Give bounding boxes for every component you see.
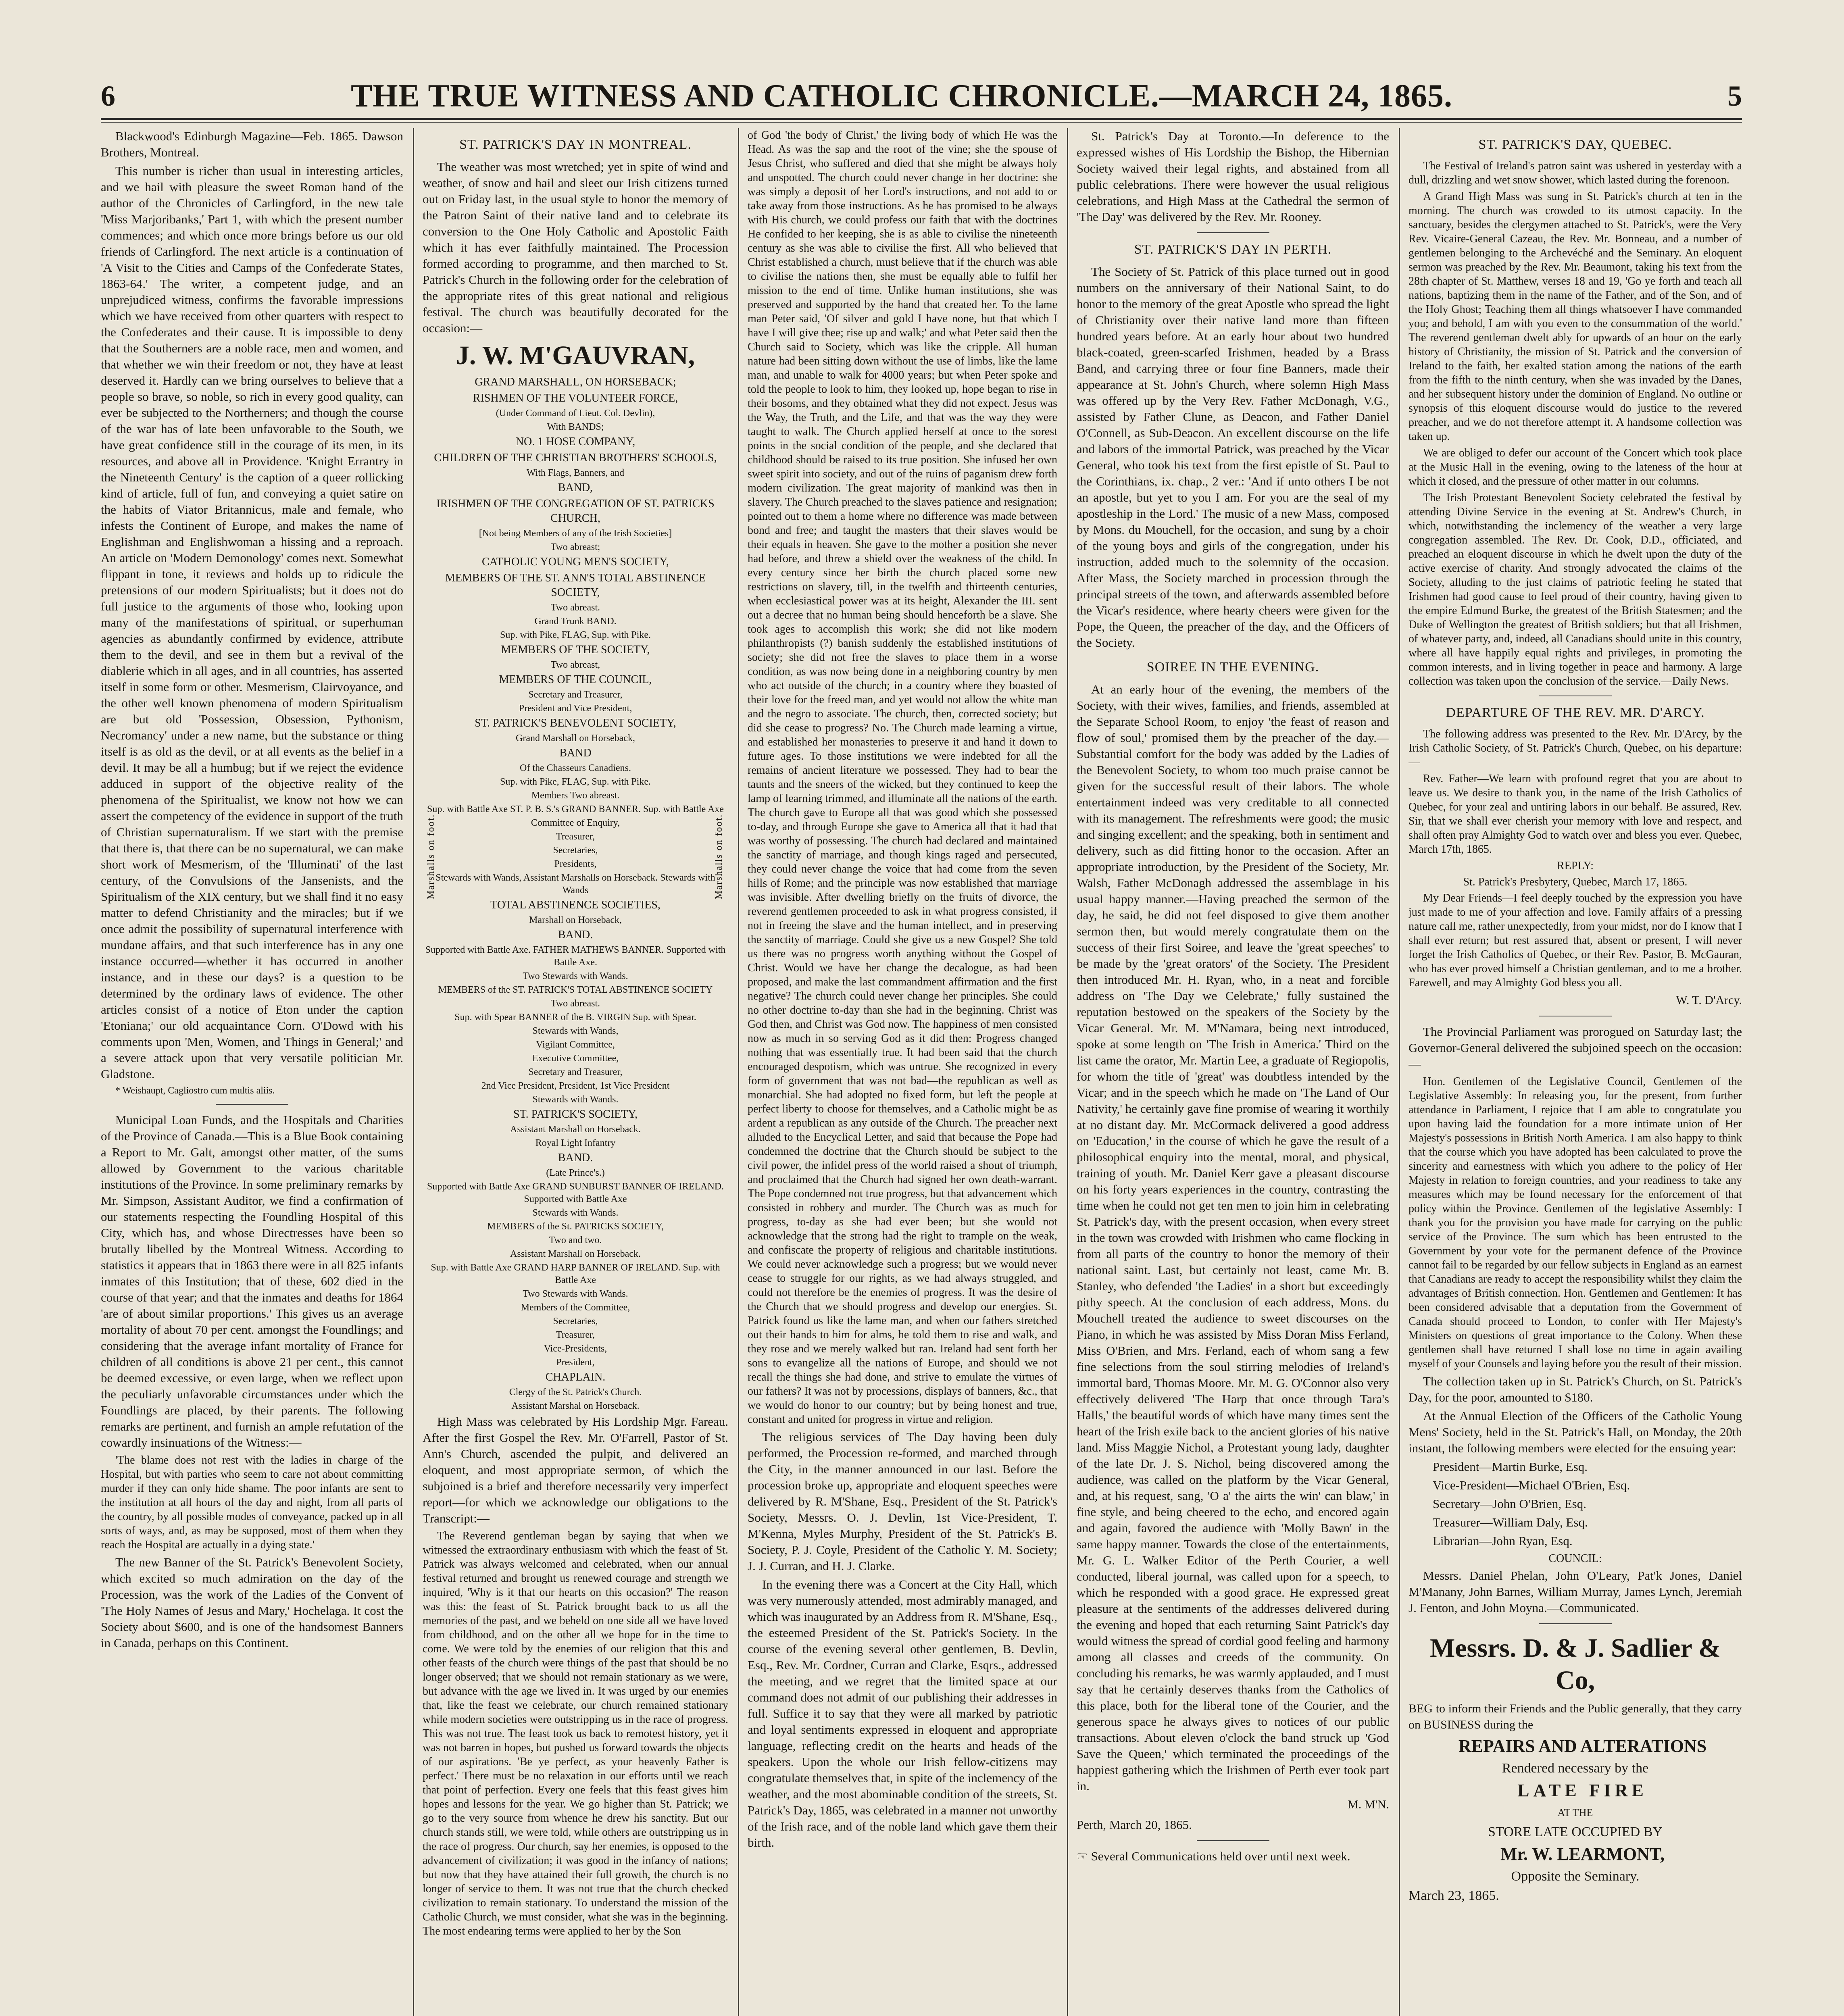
parliament-prorogued: The Provincial Parliament was prorogued on Saturday last; the Governor-General delivered the subjoined speech on the occasion:—: [1409, 1025, 1742, 1071]
procession-order: [423, 375, 728, 1412]
ad-opposite: Opposite the Seminary.: [1511, 1869, 1640, 1884]
darcy-address: Rev. Father—We learn with profound regret that you are about to leave us. We desire to thank you, in the name of the Irish Catholics of Quebec, for your zeal and untiring labors in our behalf. Be assured, Rev. Sir, that we shall ever cherish your memory with love and respect, and shall often pray Almighty God to watch over and bless you ever. Quebec, March 17th, 1865.: [1409, 773, 1742, 856]
procession-order-line: Two abreast;: [550, 542, 600, 552]
procession-order-line: Of the Chasseurs Canadiens.: [520, 763, 631, 773]
masthead-rule-thick: [101, 118, 1742, 120]
evening-concert: In the evening there was a Concert at the City Hall, which was very numerously attended, most admirably managed, and which was inaugurated by an Address from R. M'Shane, Esq., the esteemed President of the St. Patrick's Society. In the course of the evening several other gentlemen, B. Devlin, Esq., Rev. Mr. Cordner, Curran and Clarke, Esqrs., addressed the meeting, and we regret that the limited space at our command does not admit of our publishing their addresses in full. Suffice it to say that they were all marked by patriotic and loyal sentiments expressed in eloquent and appropriate language, reflecting credit on the hearts and heads of the speakers. Upon the whole our Irish fellow-citizens may congratulate themselves that, in spite of the inclemency of the weather, and the most abominable condition of the streets, St. Patrick's Day, 1865, was celebrated in a manner not unworthy of the Irish race, and of the noble land which gave them their birth.: [748, 1577, 1057, 1849]
procession-order-line: President and Vice President,: [519, 703, 632, 714]
article-heading-perth: ST. PATRICK'S DAY IN PERTH.: [1134, 242, 1332, 257]
procession-order-line: [Not being Members of any of the Irish Societies]: [479, 528, 672, 539]
procession-order-line: MEMBERS OF THE ST. ANN'S TOTAL ABSTINENCE SOCIETY,: [445, 572, 706, 599]
sermon-report: The Reverend gentleman began by saying that when we witnessed the extraordinary enthusiasm with which the feast of St. Patrick was always welcomed and celebrated, when our annual festival returned and brought us renewed courage and strength we inquired, 'Why is it that our hearts on this occasion?' The reason was this: the feast of St. Patrick brought back to us all the memories of the past, and we beheld on one side all we have loved from childhood, and on the other all we hope for in the time to come. We were told by the enemies of our religion that this and other feasts of the church were things of the past that should be no longer observed; that we should not remain stationary as we were, but advance with the age we lived in. It was urged by our enemies that, like the feast we celebrate, our church remained stationary while modern societies were outstripping us in the race of progress. This was not true. The feast took us back to remotest history, yet it was not barren in hopes, but pushed us forward towards the objects of our aspirations. 'Be ye perfect, as your heavenly Father is perfect.' There must be no relaxation in our efforts until we reach that point of perfection. Every one feels that this feast gives him hopes and lessons for the year. We go higher than St. Patrick; we go to the very source from whence he drew his sanctity. But our church stands still, we were told, while others are outstripping us in the race of progress. Our church, say her enemies, is opposed to the advancement of civilization; it was good in the infancy of nations; but now that they have attained their full growth, the church is no longer of service to them. It was not true that the church checked civilization to remain stationary. To understand the mission of the Catholic Church, we must consider, what she was in the beginning. The most endearing terms were applied to her by the Son: [423, 1530, 728, 1937]
ad-at-the: AT THE: [1557, 1807, 1593, 1818]
ad-repairs: REPAIRS AND ALTERATIONS: [1458, 1736, 1707, 1756]
procession-speeches: The religious services of The Day having been duly performed, the Procession re-formed, and marched through the City, in the manner announced in our last. Before the procession broke up, appropriate and eloquent speeches were delivered by R. M'Shane, Esq., President of the St. Patrick's Society, Messrs. O. J. Devlin, 1st Vice-President, T. M'Kenna, Myles Murphy, President of the St. Patrick's B. Society, P. J. Coyle, President of the Catholic Y. M. Society; J. J. Curran, and H. J. Clarke.: [748, 1430, 1057, 1573]
procession-order-line: 2nd Vice President, President, 1st Vice President: [481, 1081, 670, 1091]
procession-order-line: With Flags, Banners, and: [526, 468, 625, 478]
column-2: [423, 128, 728, 2016]
collection-notice: The collection taken up in St. Patrick's Church, on St. Patrick's Day, for the poor, amounted to $180.: [1409, 1374, 1742, 1404]
masthead-title: THE TRUE WITNESS AND CATHOLIC CHRONICLE.—MARCH 24, 1865.: [351, 78, 1452, 114]
procession-order-line: CHAPLAIN.: [545, 1371, 606, 1383]
column-divider: [1399, 128, 1400, 2016]
procession-order-line: Two Stewards with Wands.: [523, 971, 628, 981]
procession-order-line: (Under Command of Lieut. Col. Devlin),: [496, 408, 655, 419]
procession-order-line: BAND: [559, 747, 592, 759]
procession-order-line: NO. 1 HOSE COMPANY,: [515, 435, 636, 448]
reply-text: My Dear Friends—I feel deeply touched by the expression you have just made to me of your affection and love. Family affairs of a pressing nature call me, rather unexpectedly, from your midst, nor do I know that I shall ever return; but rest assured that, absent or present, I will never forget the Irish Catholics of Quebec, or their Rev. Pastor, B. McGauran, who has ever proved himself a Christian gentleman, and to me a brother. Farewell, and may Almighty God bless you all.: [1409, 892, 1742, 989]
officer-line: Librarian—John Ryan, Esq.: [1433, 1534, 1573, 1548]
banner-notice: The new Banner of the St. Patrick's Benevolent Society, which excited so much admiration on the day of the Procession, was the work of the Ladies of the Convent of 'The Holy Names of Jesus and Mary,' Hochelaga. It cost the Society about $600, and is one of the handsomest Banners in Canada, perhaps on this Continent.: [101, 1555, 403, 1650]
procession-order-line: CATHOLIC YOUNG MEN'S SOCIETY,: [482, 556, 669, 568]
procession-order-line: TOTAL ABSTINENCE SOCIETIES,: [490, 899, 661, 911]
procession-order-line: MEMBERS of the St. PATRICKS SOCIETY,: [487, 1221, 664, 1232]
procession-order-line: Grand Marshall on Horseback,: [516, 733, 635, 744]
sermon-report-continued: of God 'the body of Christ,' the living body of which He was the Head. As was the sap and the root of the vine; she the spouse of Jesus Christ, who suffered and died that she might be always holy and unspotted. The church could never change in her doctrine: she was simply a deposit of her Lord's instructions, and not add to or take away from those instructions. As he has promised to be always with His church, we could profess our faith that with the doctrines He confided to her keeping, she is as able to civilise the nineteenth century as she was able to civilise the first. All who believed that Christ established a church, must believe that if the church was able to civilise the nations then, she must be equally able to fulfil her mission to the end of time. Unlike human institutions, she was preserved and supported by the hand that created her. To the lame man Peter said, 'Of silver and gold I have none, but that which I have I will give thee; rise up and walk;' and what Peter said then the Church said to Society, which was like the cripple. All human nature had been sitting down without the use of limbs, like the lame man, and unable to walk for 4000 years; but when Peter spoke and told the people to look to him, they looked up, hope began to rise in their bosoms, and they obtained what they did not expect. Jesus was the Way, the Truth, and the Life, and that was the way they were taught to walk. The Church applied herself at once to the sorest points in the social condition of the people, and she declared that childhood should be raised to its true position. She infused her own sweet spirit into society, and out of the ruins of paganism drew forth modern civilization. The great majority of mankind was then in slavery. The Church preached to the slaves patience and resignation; pointed out to them a home where no difference was made between bond and free; and taught the masters that their slaves would be their equals in heaven. She gave to the mother a position she never had before, and threw a shield over the weakness of the child. In every century since her birth the church placed some new restrictions on slavery, till, in the twelfth and thirteenth centuries, when ecclesiastical power was at its height, Alexander the III. sent out a decree that no human being should henceforth be a slave. She took ages to accomplish this work; she did not like modern philanthropists (?) banish suddenly the established institutions of society; she did not free the slaves to place them in a worse condition, as was now being done in a neighboring country by men who act outside of the church; in a country where they boasted of their love for the freed man, and yet would not allow the white man and the negro to associate. The church, then, corrected society; but did she cease to progress? No. The Church made learning a virtue, and established her monasteries to preserve it and hand it down to future ages. To those institutions we were indebted for all the remains of ancient literature we possessed. They had to bear the taunts and the sneers of the wicked, but they continued to keep the lamp of learning trimmed, and illuminate all the nations of the earth. The church gave to Europe all that was good which she possessed to-day, and through Europe she gave to America all that it had that was worthy of possessing. The church had declared and maintained the sanctity of marriage, and though kings raged and persecuted, they could never change the voice that had come from the seven hills of Rome; and the principle was now established that marriage was invisible. After dwelling briefly on the fruits of divorce, the reverend gentlemen proceeded to ask in what progress consisted, if not in freeing the slave and the human intellect, and in preserving the sanctity of marriage. Could she give us a new Gospel? She told us there was no progress worth anything without the Gospel of Christ. Would we have her change the decalogue, as had been proposed, and make the last commandment affirmation and the first negative? The church could never change her principles. She could no other doctrine to-day than she had in the beginning. Christ was God then, and Christ was God now. The happiness of men consisted now as much in so serving God as it did then: Progress changed nothing that was essentially true. It had been said that the church encouraged despotism, which was untrue. She recognized in every form of government that was not bad—the republican as well as monarchial. She had adopted no fixed form, but left the people at perfect liberty to choose for themselves, and a Catholic might be as ardent a republican as any outside of the Church. The preacher next alluded to the Encyclical Letter, and said that because the Pope had condemned the doctrine that the Church should be subject to the civil power, the infidel press of the world raised a shout of triumph, and proclaimed that the Church had signed her own death-warrant. The Pope condemned not true progress, but that advancement which consisted in robbery and murder. The Church was as much for progress, to-day as she had ever been; but she would not acknowledge that the strong had the right to trample on the weak, and confiscate the property of religious and charitable institutions. We could never acknowledge such a progress; but we would never cease to struggle for our rights, as we had always struggled, and could not therefore be the enemies of progress. It was the desire of the Church that we should progress and develop our energies. St. Patrick found us like the lame man, and when our fathers stretched out their hands to him for alms, he told them to rise and walk, and they rose and we merely walked but ran. Ireland had sent forth her sons to evangelize all the nations of Europe, and should we not recall the things she had done, and strive to emulate the virtues of our fathers? It was not by processions, displays of banners, &c., that we would do honor to our country; but by being honest and true, constant and united for progress in virtue and religion.: [748, 129, 1057, 1426]
procession-order-line: Secretaries,: [553, 845, 598, 856]
column-divider: [738, 128, 739, 2016]
dateline: Perth, March 20, 1865.: [1077, 1818, 1192, 1832]
procession-order-line: CHILDREN OF THE CHRISTIAN BROTHERS' SCHOOLS,: [434, 452, 717, 464]
procession-order-line: Royal Light Infantry: [535, 1138, 616, 1148]
procession-order-line: Members Two abreast.: [531, 790, 620, 801]
ad-rendered: Rendered necessary by the: [1502, 1761, 1649, 1776]
municipal-loan-article: Municipal Loan Funds, and the Hospitals and Charities of the Province of Canada.—This is a Blue Book containing a Report to Mr. Galt, amongst other matter, of the sums allowed by Government to the various charitable institutions of the Province. In some preliminary remarks by Mr. Simpson, Assistant Auditor, we find a confirmation of our statements respecting the Foundling Hospital of this City, which has, and whose Directresses have been so brutally libelled by the Montreal Witness. According to statistics it appears that in 1863 there were in all 825 infants inmates of this Institution; that of these, 602 died in the course of that year; and that the inmates and deaths for 1864 'are of about similar proportions.' This gives us an average mortality of about 70 per cent. amongst the Foundlings; and considering that the average infant mortality of France for children of all conditions is above 21 per cent., this cannot be deemed excessive, or even large, when we reflect upon the peculiarly unfavorable circumstances under which the Foundlings are placed, by their parents. The following remarks are pertinent, and furnish an ample refutation of the cowardly insinuations of the Witness:—: [101, 1113, 403, 1450]
ad-text: BEG to inform their Friends and the Public generally, that they carry on BUSINESS during the: [1409, 1702, 1742, 1731]
column-5: [1409, 128, 1742, 2016]
procession-order-line: Sup. with Battle Axe ST. P. B. S.'s GRAND BANNER. Sup. with Battle Axe: [427, 804, 724, 814]
procession-order-line: MEMBERS OF THE SOCIETY,: [501, 644, 650, 656]
procession-order-line: Stewards with Wands.: [532, 1208, 619, 1218]
procession-order-line: Two Stewards with Wands.: [523, 1289, 628, 1299]
signature: M. M'N.: [1348, 1798, 1389, 1811]
ad-name: Mr. W. LEARMONT,: [1500, 1844, 1665, 1864]
procession-order-line: Stewards with Wands, Assistant Marshalls on Horseback. Stewards with Wands: [435, 873, 715, 896]
procession-order-line: Sup. with Battle Axe GRAND HARP BANNER OF IRELAND. Sup. with Battle Axe: [431, 1262, 720, 1285]
election-notice: At the Annual Election of the Officers of the Catholic Young Mens' Society, held in the St. Patrick's Hall, on Monday, the 20th instant, the following members were elected for the ensuing year:: [1409, 1409, 1742, 1455]
ad-late-fire: LATE FIRE: [1517, 1781, 1648, 1800]
column-4: [1077, 128, 1389, 2016]
procession-order-line: Two and two.: [549, 1235, 602, 1245]
separator: [1197, 1840, 1269, 1841]
procession-order-line: RISHMEN OF THE VOLUNTEER FORCE,: [473, 392, 678, 404]
procession-order-line: Two abreast,: [550, 660, 600, 670]
masthead: [101, 77, 1742, 113]
procession-order-line: Secretary and Treasurer,: [528, 689, 623, 700]
procession-order-line: Marshall on Horseback,: [529, 915, 622, 925]
procession-order-line: Assistant Marshal on Horseback.: [511, 1401, 640, 1411]
procession-order-line: Vice-Presidents,: [544, 1343, 607, 1354]
review-blackwoods-header: Blackwood's Edinburgh Magazine—Feb. 1865. Dawson Brothers, Montreal.: [101, 129, 403, 159]
page-number-right: 5: [1727, 80, 1742, 112]
procession-order-line: Two abreast.: [550, 602, 600, 613]
column-3: [748, 128, 1057, 2016]
procession-order-line: MEMBERS of the ST. PATRICK'S TOTAL ABSTINENCE SOCIETY: [438, 985, 713, 995]
procession-order-line: Secretaries,: [553, 1316, 598, 1327]
quoted-remarks: 'The blame does not rest with the ladies in charge of the Hospital, but with parties who seem to care not about committing murder if they can only hide shame. The poor infants are sent to the institution at all hours of the day and night, from all parts of the country, by all possible modes of conveyance, packed up in all sorts of ways, and, as may be supposed, most of them when they reach the Hospital are actually in a dying state.': [101, 1454, 403, 1551]
reply-place: St. Patrick's Presbytery, Quebec, March 17, 1865.: [1463, 876, 1688, 888]
darcy-signature: W. T. D'Arcy.: [1676, 993, 1742, 1007]
masthead-rule-thin: [101, 122, 1742, 123]
council-members: Messrs. Daniel Phelan, John O'Leary, Pat'k Jones, Daniel M'Manany, John Barnes, William Murray, James Lynch, Jeremiah J. Fenton, and John Moyna.—Communicated.: [1409, 1568, 1742, 1615]
quebec-p2: A Grand High Mass was sung in St. Patrick's church at ten in the morning. The church was crowded to its utmost capacity. In the sanctuary, besides the clergymen attached to St. Patrick's, were the Very Rev. Vicaire-General Cazeau, the Rev. Mr. Bonneau, and a number of gentlemen belonging to the Archevéché and the Seminary. An eloquent sermon was preached by the Rev. Mr. Beaumont, taking his text from the 28th chapter of St. Matthew, verses 18 and 19, 'Go ye forth and teach all nations, baptizing them in the name of the Father, and of the Son, and of the Holy Ghost; Teaching them all things whatsoever I have commanded you; and behold, I am with you even to the consummation of the world.' The reverend gentleman dwelt ably for upwards of an hour on the early history of Christianity, the mission of St. Patrick and the conversion of Ireland to the faith, her exalted station among the nations of the earth from the fifth to the ninth century, when she was invaded by the Danes, and her subsequent history under the dominion of England. No outline or synopsis of this eloquent discourse would do justice to the revered preacher, and we do not therefore attempt it. A handsome collection was taken up.: [1409, 190, 1742, 443]
procession-order-line: MEMBERS OF THE COUNCIL,: [499, 673, 652, 686]
soiree-paragraph: At an early hour of the evening, the members of the Society, with their wives, families, and friends, assembled at the Separate School Room, to enjoy 'the feast of reason and flow of soul,' promised them by the preacher of the day.—Substantial comfort for the body was added by the Ladies of the Benevolent Society, to whom too much praise cannot be given for the successful result of their labors. The whole entertainment indeed was very creditable to all connected with its management. The refreshments were good; the music and singing excellent; and the speaking, both in sentiment and delivery, such as did fitting honor to the occasion. After an appropriate introduction, by the President of the Society, Mr. Walsh, Father McDonagh addressed the assemblage in his usual happy manner.—Having preached the sermon of the day, he said, he did not feel disposed to give them another sermon then, but would merely congratulate them on the success of their first Soiree, and leave the 'great speeches' to be made by the 'great orators' of the Society. The President then introduced Mr. H. Ryan, who, in a neat and forcible address on 'The Day we Celebrate,' fully sustained the reputation bestowed on the speakers of the Society by the Vicar General. Mr. M. M'Namara, being next introduced, spoke at some length on 'The Irish in America.' Third on the list came the orator, Mr. Martin Lee, a graduate of Regiopolis, for whom the title of 'great' was doubtless intended by the Vicar; and in the speech which he made on 'The Land of Our Nativity,' he certainly gave fine promise of wearing it worthily at no distant day. Mr. McCormack delivered a good address on 'Education,' in the course of which he gave the result of a philosophical enquiry into the mental, moral, and physical, training of youth. Mr. Daniel Kerr gave a pleasant discourse on his forty years experiences in the country, contrasting the time when he could not get ten men to join him in celebrating St. Patrick's day, with the present occasion, when every street in the town was crowded with Irishmen who came flocking in from all parts of the country to honor the memory of their national saint. Last, but certainly not least, came Mr. B. Stanley, who defended 'the Ladies' in a short but exceedingly pithy speech. At the conclusion of each address, Mons. du Mouchell treated the audience to sweet discourses on the Piano, in which he was assisted by Miss Doran Miss Ferland, Miss O'Brien, and Mrs. Ferland, each of whom sang a few fine selections from the soul stirring melodies of Ireland's immortal bard, Thomas Moore. Mr. M. G. O'Connor also very effectively delivered 'The Harp that once through Tara's Halls,' the beautiful words of which have many times sent the heart of the Irish exile back to the ancient glories of his native land. Miss Maggie Nichol, a Protestant young lady, daughter of the late Dr. J. S. Nichol, being discovered among the audience, was called on the platform by the Vicar General, and, at his request, sang, 'O a' the airts the win' can blaw,' in fine style, and being cheered to the echo, and encored again and again, favored the audience with 'Molly Bawn' in the same happy manner. Towards the close of the entertainments, Mr. G. L. Walker Editor of the Perth Courier, a well conducted, liberal journal, was called upon for a speech, to which he responded with a good grace. He expressed great pleasure at the sentiments of the addresses delivered during the evening and hoped that each returning Saint Patrick's day would witness the spread of cordial good feeling and harmony among all classes and creeds of the community. On concluding his remarks, he was warmly applauded, and I must say that he certainly deserves thanks from the Catholics of this place, both for the liberal tone of the Courier, and the generous space he always gives to notices of our public transactions. About eleven o'clock the band struck up 'God Save the Queen,' which terminated the proceedings of the happiest gathering which the Irishmen of Perth ever took part in.: [1077, 682, 1389, 1793]
column-1: [101, 128, 403, 2016]
procession-order-line: Supported with Battle Axe GRAND SUNBURST BANNER OF IRELAND. Supported with Battle Axe: [427, 1181, 724, 1204]
procession-order-line: Clergy of the St. Patrick's Church.: [509, 1387, 642, 1397]
procession-order-line: Secretary and Treasurer,: [528, 1067, 623, 1077]
officer-line: Vice-President—Michael O'Brien, Esq.: [1433, 1478, 1630, 1492]
article-heading-quebec: ST. PATRICK'S DAY, QUEBEC.: [1478, 137, 1672, 152]
procession-order-line: Supported with Battle Axe. FATHER MATHEWS BANNER. Supported with Battle Axe.: [425, 945, 726, 968]
advertisement-sadlier: [1409, 1632, 1742, 1905]
darcy-intro: The following address was presented to the Rev. Mr. D'Arcy, by the Irish Catholic Society, of St. Patrick's Church, Quebec, on his departure:—: [1409, 728, 1742, 768]
marshalls-on-foot-label: Marshalls on foot.: [426, 814, 436, 899]
procession-order-line: (Late Prince's.): [546, 1168, 605, 1178]
toronto-notice: St. Patrick's Day at Toronto.—In deference to the expressed wishes of His Lordship the Bishop, the Hibernian Society waived their legal rights, and abstained from all public celebrations. There were however the usual religious celebrations, and High Mass at the Cathedral the sermon of 'The Day' was delivered by the Rev. Mr. Rooney.: [1077, 129, 1389, 224]
procession-order-line: Grand Trunk BAND.: [534, 616, 617, 627]
procession-order-line: BAND.: [558, 929, 593, 941]
ad-store: STORE LATE OCCUPIED BY: [1488, 1824, 1663, 1839]
procession-order-line: IRISHMEN OF THE CONGREGATION OF ST. PATRICKS CHURCH,: [436, 498, 715, 525]
procession-order-line: Sup. with Spear BANNER of the B. VIRGIN Sup. with Spear.: [454, 1012, 696, 1023]
column-divider: [413, 128, 414, 2016]
ad-date: March 23, 1865.: [1409, 1888, 1499, 1903]
procession-order-line: GRAND MARSHALL, ON HORSEBACK;: [475, 376, 676, 388]
separator: [1197, 232, 1269, 233]
officers-list: [1409, 1459, 1742, 1549]
procession-order-line: Assistant Marshall on Horseback.: [510, 1249, 641, 1259]
procession-order-line: ST. PATRICK'S BENEVOLENT SOCIETY,: [475, 717, 676, 729]
procession-order-line: BAND.: [558, 1152, 593, 1164]
procession-order-line: Vigilant Committee,: [536, 1039, 615, 1050]
marshalls-on-foot-label: Marshalls on foot.: [714, 814, 724, 899]
review-blackwoods-body: This number is richer than usual in interesting articles, and we hail with pleasure the sweet Roman hand of the author of the Chronicles of Carlingford, in the new tale 'Miss Marjoribanks,' Part 1, with which the present number commences; and which once more brings before us our old friends of Carlingford. The next article is a continuation of 'A Visit to the Cities and Camps of the Confederate States, 1863-64.' The writer, a competent judge, and an unprejudiced witness, confirms the favorable impressions which we have received from other quarters with respect to the Confederates and their cause. It is impossible to deny that the Southerners are a noble race, men and women, and that whether we win their freedom or not, they have at least deserved it. Hardly can we bring ourselves to believe that a people so brave, so noble, so rich in every good quality, can ever be subjected to the Northerners; and though the course of the war has of late been unfavorable to the South, we have great confidence still in the courage of its men, in its resources, and above all in Providence. 'Knight Errantry in the Nineteenth Century' is the caption of a queer rollicking kind of article, full of fun, and conveying a quiet satire on the habits of Viator Britannicus, male and female, who infests the Continent of Europe, and makes the name of Englishman and Englishwoman a hissing and a reproach. An article on 'Modern Demonology' comes next. Somewhat flippant in tone, it reviews and holds up to ridicule the pretensions of our modern Spiritualists; but it does not do full justice to the arguments of those who, looking upon many of the manifestations of spiritual, or superhuman agencies as abundantly confirmed by evidence, attribute them to the devil, and see in them but a revival of the diablerie which in all ages, and in all countries, has asserted itself in some form or other. Mesmerism, Clairvoyance, and the other well known phenomena of modern Spiritualism are but old 'Possession, Obsession, Pythonism, Necromancy' under a new name, but the substance or thing itself is as old as the devil, or at all events as the belief in a devil. It may be all a humbug; but if we reject the evidence adduced in support of the objective reality of the phenomena of the Spiritualist, we know not how we can assert the competency of the evidence in support of the truth of Christian supernaturalism. If we start with the premise that there is, that there can be no supernatural, we can make short work of Mesmerism, of the 'Illuminati' of the last century, of the Convulsions of the Jansenists, and the Spiritualism of the XIX century, but we shall find it no easy matter to defend Christianity and the miracles; but if we once admit the possibility of supernatural interference with mundane affairs, and that such interference has in any one instance occurred—whether it has occurred in another instance, and in these our days? is a question to be determined by the ordinary laws of evidence. The other articles consist of a notice of Eton under the caption 'Etoniana;' our old acquaintance Corn. O'Dowd with his comments upon 'Men, Women, and Things in General;' and a severe attack upon that very versatile politician Mr. Gladstone.: [101, 164, 403, 1081]
procession-order-line: Executive Committee,: [532, 1053, 619, 1064]
separator: [216, 1104, 288, 1105]
procession-order-line: Stewards with Wands,: [532, 1026, 619, 1036]
article-heading-darcy: DEPARTURE OF THE REV. MR. D'ARCY.: [1446, 705, 1705, 720]
soiree-heading: SOIREE IN THE EVENING.: [1146, 660, 1319, 675]
quebec-p4: The Irish Protestant Benevolent Society celebrated the festival by attending Divine Service in the evening at St. Andrew's Church, in which, notwithstanding the inclemency of the weather a very large congregation assembled. The Rev. Dr. Cook, D.D., officiated, and preached an eloquent discourse in which he dwelt upon the duty of the active exercise of charity. And strongly advocated the claims of the Society, alluding to the just claims of patriotic feeling he stated that Irishmen had good cause to feel proud of their country, having given to the empire Edmund Burke, the greatest of the British Statesmen; and the Duke of Wellington the greatest of British soldiers; but that all Irishmen, of whatever party, and, indeed, all Canadians should unite in this country, where all have happily equal rights and privileges, in promoting the common interests, and in living together in peace and harmony. A large collection was taken upon the conclusion of the service.—Daily News.: [1409, 492, 1742, 687]
footnote: * Weishaupt, Cagliostro cum multis aliis.: [115, 1085, 275, 1096]
perth-paragraph: The Society of St. Patrick of this place turned out in good numbers on the anniversary of their National Saint, to do honor to the memory of the great Apostle who spread the light of Christianity over their native land more than fifteen hundred years before. At an early hour about two hundred black-coated, green-scarfed Irishmen, headed by a Brass Band, and carrying three or four fine Banners, made their appearance at St. John's Church, where solemn High Mass was offered up by the Very Rev. Father McDonagh, V.G., assisted by Father Clune, as Deacon, and Father Daniel O'Connell, as Sub-Deacon. An excellent discourse on the life and labors of the immortal Patrick, was preached by the Vicar General, who took his text from the first epistle of St. Paul to the Corinthians, ix. chap., 2 ver.: 'And if unto others I be not an apostle, but yet to you I am. For you are the seal of my apostleship in the Lord.' The music of a new Mass, composed by Mons. du Mouchell, for the occasion, and sung by a choir of the young boys and girls of the congregation, under his instruction, added much to the solemnity of the occasion. After Mass, the Society marched in procession through the principal streets of the town, and afterwards assembled before the Vicar's residence, where hearty cheers were given for the Pope, the Queen, the preacher of the day, and the Officers of the Society.: [1077, 264, 1389, 650]
separator: [1539, 1623, 1612, 1624]
procession-order-line: Presidents,: [554, 859, 597, 869]
officer-line: Secretary—John O'Brien, Esq.: [1433, 1497, 1586, 1511]
procession-order-line: Members of the Committee,: [521, 1302, 630, 1313]
procession-order-line: ST. PATRICK'S SOCIETY,: [513, 1108, 638, 1120]
procession-order-line: Treasurer,: [556, 1330, 595, 1340]
column-divider: [1067, 128, 1068, 2016]
grand-marshal-name: J. W. M'GAUVRAN,: [456, 341, 695, 370]
procession-order-line: With BANDS;: [547, 422, 604, 432]
procession-order-line: Sup. with Pike, FLAG, Sup. with Pike.: [500, 630, 651, 640]
communications-note: ☞ Several Communications held over until next week.: [1077, 1849, 1350, 1863]
officer-line: Treasurer—William Daly, Esq.: [1433, 1515, 1588, 1529]
page-number-left: 6: [101, 80, 115, 112]
procession-order-line: BAND,: [558, 481, 593, 494]
procession-order-line: Stewards with Wands.: [532, 1094, 619, 1105]
procession-order-line: Treasurer,: [556, 831, 595, 842]
procession-order-line: Assistant Marshall on Horseback.: [510, 1124, 641, 1135]
procession-order-line: Sup. with Pike, FLAG, Sup. with Pike.: [500, 777, 651, 787]
procession-order-line: Committee of Enquiry,: [531, 818, 620, 828]
quebec-p1: The Festival of Ireland's patron saint was ushered in yesterday with a dull, drizzling and wet snow shower, which lasted during the forenoon.: [1409, 160, 1742, 186]
procession-order-line: Two abreast.: [550, 998, 600, 1009]
high-mass-paragraph: High Mass was celebrated by His Lordship Mgr. Fareau. After the first Gospel the Rev. Mr. O'Farrell, Pastor of St. Ann's Church, ascended the pulpit, and delivered an eloquent, and most appropriate sermon, of which the subjoined is a brief and therefore necessarily very imperfect report—for which we acknowledge our obligations to the Transcript:—: [423, 1414, 728, 1525]
montreal-intro: The weather was most wretched; yet in spite of wind and weather, of snow and hail and sleet our Irish citizens turned out on Friday last, in the usual style to honor the memory of the Patron Saint of their native land and to celebrate its conversion to the One Holy Catholic and Apostolic Faith which it has ever faithfully maintained. The Procession formed according to programme, and then marched to St. Patrick's Church in the following order for the celebration of the appropriate rites of this great national and religious festival. The church was beautifully decorated for the occasion:—: [423, 160, 728, 335]
officer-line: President—Martin Burke, Esq.: [1433, 1460, 1588, 1474]
ad-title: Messrs. D. & J. Sadlier & Co,: [1429, 1633, 1721, 1695]
governor-speech: Hon. Gentlemen of the Legislative Council, Gentlemen of the Legislative Assembly: In releasing you, for the present, from further attendance in Parliament, I rejoice that I am able to congratulate you upon having laid the foundation for a more intimate union of Her Majesty's possessions in British North America. I am also happy to think that the course which you have adopted has been calculated to prove the sincerity and earnestness with which you adhere to the policy of Her Majesty in relation to foreign countries, and your readiness to take any measures which may be found necessary for the enforcement of that policy within the Province. Gentlemen of the legislative Assembly: I thank you for the provision you have made for carrying on the public service of the Province. The sum which has been entrusted to the Government by your vote for the permanent defence of the Province cannot fail to be regarded by our fellow subjects in England as an earnest that Canadians are ready to accept the responsibility whilst they claim the advantages of British connection. Hon. Gentlemen and Gentlemen: It has been considered advisable that a deputation from the Government of Canada should proceed to London, to confer with Her Majesty's Ministers on questions of great importance to the Colony. When these gentlemen shall have returned I shall lose no time in again availing myself of your Counsels and laying before you the result of their mission.: [1409, 1075, 1742, 1370]
procession-order-line: President,: [556, 1357, 595, 1368]
reply-label: REPLY:: [1556, 860, 1594, 872]
article-heading-montreal: ST. PATRICK'S DAY IN MONTREAL.: [459, 137, 692, 152]
quebec-p3: We are obliged to defer our account of the Concert which took place at the Music Hall in the evening, owing to the lateness of the hour at which it closed, and the pressure of other matter in our columns.: [1409, 447, 1742, 487]
council-label: COUNCIL:: [1548, 1552, 1602, 1565]
